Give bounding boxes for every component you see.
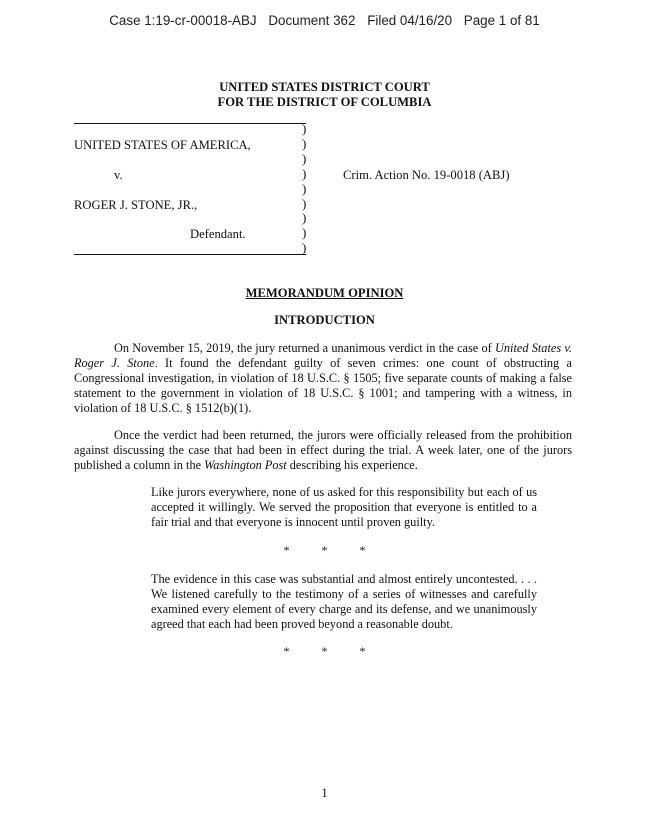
block-quote-2: The evidence in this case was substantial and almost entirely uncontested. . . . We listened carefully to the testimony of a series of witnesses and carefully examined every element of every charge and its defense, and we unanimously agreed that each had been proved beyond a reasonable doubt. (151, 572, 537, 631)
caption-top-rule (74, 123, 306, 124)
caption-versus: v. (114, 168, 123, 182)
star: * (321, 644, 328, 658)
court-title (0, 80, 649, 110)
ecf-case-number: Case 1:19-cr-00018-ABJ (109, 13, 257, 28)
ecf-page-count: Page 1 of 81 (463, 13, 540, 28)
caption-parens: ) ) ) ) ) ) ) ) ) (302, 121, 307, 256)
case-caption (74, 118, 574, 263)
ecf-document-number: Document 362 (268, 13, 356, 28)
ellipsis-stars-2 (0, 644, 649, 659)
star: * (359, 644, 366, 658)
paragraph-2-newspaper: Washington Post (204, 458, 287, 472)
court-title-line1: UNITED STATES DISTRICT COURT (219, 80, 430, 94)
block-quote-1: Like jurors everywhere, none of us asked for this responsibility but each of us accepted it willingly. We served the proposition that everyone is entitled to a fair trial and that everyone is innocent until proven guilty. (151, 485, 537, 529)
caption-plaintiff: UNITED STATES OF AMERICA, (74, 138, 251, 152)
ecf-filed-date: Filed 04/16/20 (367, 13, 453, 28)
paragraph-1 (74, 341, 572, 416)
paragraph-2-text-b: describing his experience. (286, 458, 418, 472)
paragraph-1-text-a: On November 15, 2019, the jury returned a unanimous verdict in the case of (114, 341, 496, 355)
caption-action-number: Crim. Action No. 19-0018 (ABJ) (343, 168, 510, 182)
page-number: 1 (321, 786, 328, 800)
paragraph-1-text-b: . It found the defendant guilty of seven crimes: one count of obstructing a Congressional investigation, in violation of 18 U.S.C. § 1505; five separate counts of making a false statement to the government in violation of 18 U.S.C. § 1001; and tampering with a witness, in violation of 18 U.S.C. § 1512(b)(1). (74, 356, 572, 415)
paragraph-2-text-a: Once the verdict had been returned, the jurors were officially released from the prohibition against discussing the case that had been in effect during the trial. A week later, one of the jurors published a column in the (74, 428, 572, 472)
star: * (321, 543, 328, 557)
ellipsis-stars-1 (0, 543, 649, 558)
paragraph-2 (74, 428, 572, 473)
caption-bottom-rule (74, 254, 306, 255)
star: * (359, 543, 366, 557)
memorandum-heading: MEMORANDUM OPINION (245, 286, 404, 300)
court-title-line2: FOR THE DISTRICT OF COLUMBIA (217, 95, 432, 109)
ecf-header (0, 13, 649, 28)
star: * (283, 644, 290, 658)
caption-defendant-name: ROGER J. STONE, JR., (74, 198, 198, 212)
introduction-heading: INTRODUCTION (274, 313, 375, 327)
paragraph-1-case-name: United States v. Roger J. Stone (74, 341, 573, 370)
star: * (283, 543, 290, 557)
caption-defendant-label: Defendant. (190, 227, 246, 241)
